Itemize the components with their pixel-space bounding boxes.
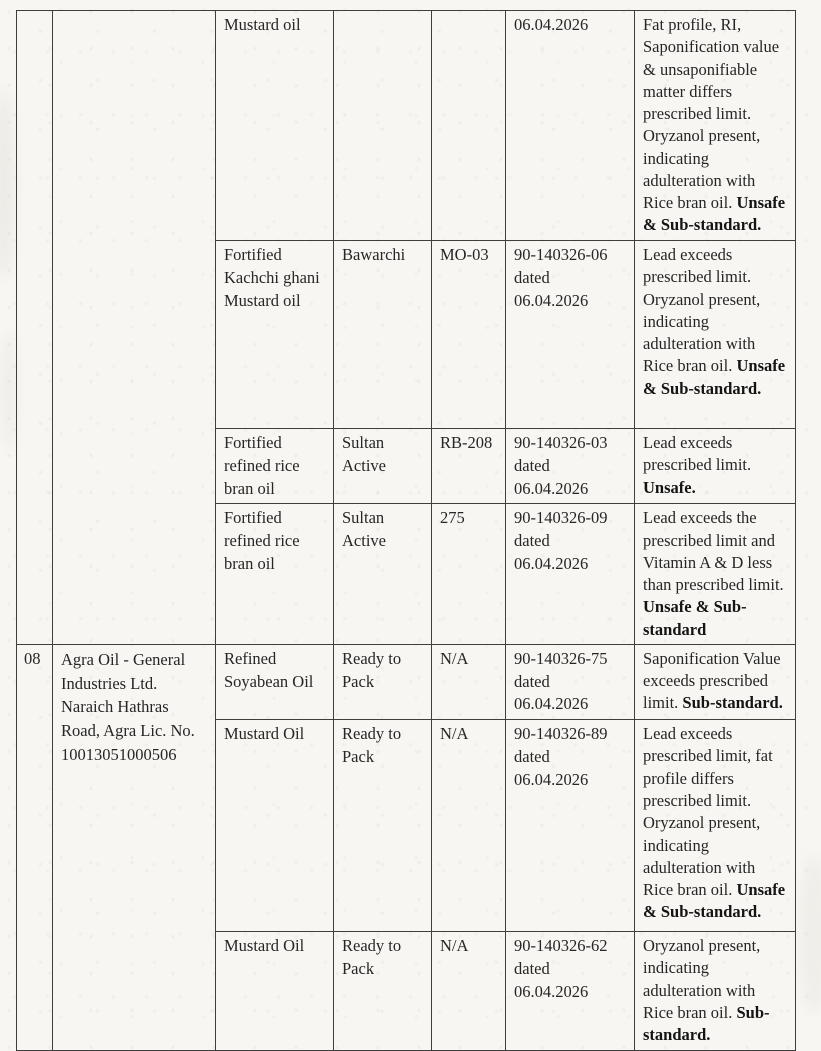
serial-cell	[17, 11, 53, 645]
product-cell: Fortified refined rice bran oil	[216, 429, 334, 504]
scan-smudge	[2, 330, 16, 450]
findings-cell	[635, 932, 796, 1050]
verdict-text: Unsafe & Sub-standard.	[643, 356, 786, 398]
verdict-text: Unsafe & Sub-standard	[643, 597, 747, 639]
findings-cell	[635, 429, 796, 504]
report-cell: 90-140326-62 dated 06.04.2026	[506, 932, 635, 1050]
finding-text: Lead exceeds prescribed limit.	[643, 433, 752, 475]
finding-text: Fat profile, RI, Saponification value & unsaponifiable matter differs prescribed limit. Oryzanol present, indicating adulteration with Rice bran oil.	[643, 15, 780, 213]
report-cell: 90-140326-75 dated 06.04.2026	[506, 644, 635, 719]
table-row	[17, 644, 796, 719]
verdict-text: Unsafe & Sub-standard.	[643, 880, 786, 922]
company-cell	[53, 11, 216, 645]
verdict-text: Unsafe.	[643, 477, 696, 497]
report-cell: 90-140326-03 dated 06.04.2026	[506, 429, 635, 504]
verdict-text: Sub-standard.	[682, 693, 783, 713]
findings-cell	[635, 504, 796, 645]
product-cell: Mustard Oil	[216, 932, 334, 1050]
finding-text: Lead exceeds prescribed limit. Oryzanol present, indicating adulteration with Rice bran oil.	[643, 245, 761, 376]
findings-cell	[635, 644, 796, 719]
code-cell: 275	[432, 504, 506, 645]
brand-cell: Ready to Pack	[334, 932, 432, 1050]
findings-cell	[635, 720, 796, 932]
code-cell: N/A	[432, 932, 506, 1050]
product-cell: Fortified Kachchi ghani Mustard oil	[216, 241, 334, 429]
serial-cell: 08	[17, 644, 53, 1050]
code-cell: RB-208	[432, 429, 506, 504]
verdict-text: Unsafe & Sub-standard.	[643, 193, 786, 235]
code-cell: MO-03	[432, 241, 506, 429]
finding-text: Oryzanol present, indicating adulteration with Rice bran oil.	[643, 936, 761, 1022]
inspection-results-table	[16, 10, 796, 1051]
finding-text: Lead exceeds the prescribed limit and Vitamin A & D less than prescribed limit.	[643, 508, 784, 595]
product-cell: Mustard Oil	[216, 720, 334, 932]
brand-cell: Sultan Active	[334, 504, 432, 645]
report-cell: 06.04.2026	[506, 11, 635, 241]
product-cell: Fortified refined rice bran oil	[216, 504, 334, 645]
code-cell: N/A	[432, 720, 506, 932]
brand-cell: Ready to Pack	[334, 644, 432, 719]
brand-cell	[334, 11, 432, 241]
code-cell	[432, 11, 506, 241]
report-cell: 90-140326-89 dated 06.04.2026	[506, 720, 635, 932]
brand-cell: Ready to Pack	[334, 720, 432, 932]
code-cell: N/A	[432, 644, 506, 719]
findings-cell	[635, 241, 796, 429]
product-cell: Refined Soyabean Oil	[216, 644, 334, 719]
verdict-text: Sub-standard.	[643, 1002, 770, 1045]
findings-cell	[635, 11, 796, 241]
brand-cell: Sultan Active	[334, 429, 432, 504]
scan-smudge	[799, 854, 821, 1014]
report-cell: 90-140326-06 dated 06.04.2026	[506, 241, 635, 429]
finding-text: Lead exceeds prescribed limit, fat profile differs prescribed limit. Oryzanol present, indicating adulteration with Rice bran oil.	[643, 724, 773, 900]
brand-cell: Bawarchi	[334, 241, 432, 429]
report-cell: 90-140326-09 dated 06.04.2026	[506, 504, 635, 645]
table-row	[17, 11, 796, 241]
finding-text: Saponification Value exceeds prescribed limit.	[643, 648, 781, 713]
product-cell: Mustard oil	[216, 11, 334, 241]
scan-smudge	[0, 90, 14, 280]
company-cell: Agra Oil - General Industries Ltd. Naraich Hathras Road, Agra Lic. No. 10013051000506	[53, 644, 216, 1050]
